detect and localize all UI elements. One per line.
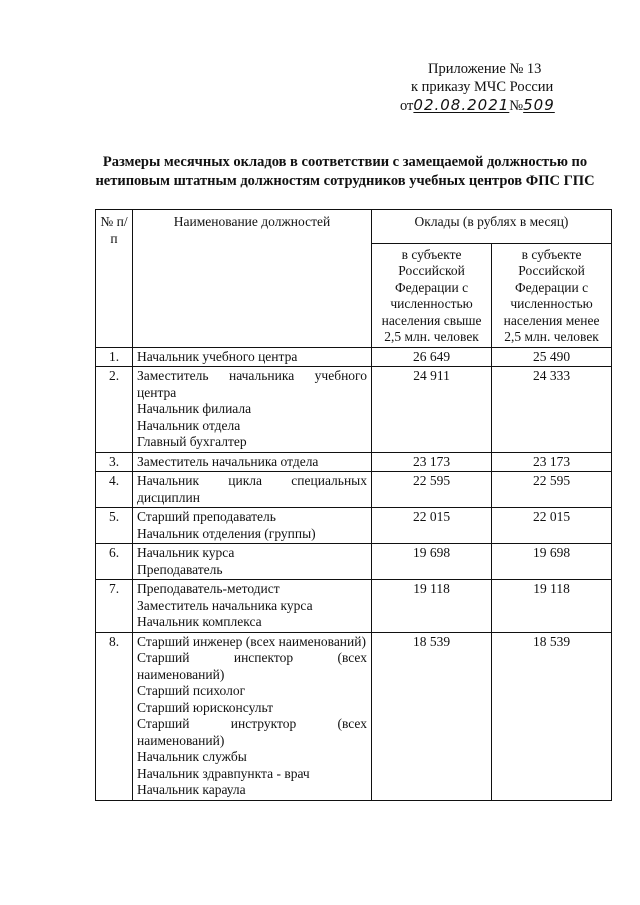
position-name: Старший юрисконсульт [137,699,274,715]
header-row [96,210,612,244]
header-salaries: Оклады (в рублях в месяц) [372,210,612,244]
position-name: Заместитель начальника курса [137,597,313,613]
salary-below: 22 595 [492,472,612,508]
position-names [133,544,372,580]
salary-below: 22 015 [492,508,612,544]
row-number: 6. [96,544,133,580]
table-row [96,452,612,472]
position-name: Старший инженер (всех наименований) [137,633,366,649]
salary-above: 19 118 [372,580,492,633]
salary-below: 23 173 [492,452,612,472]
position-name: Начальник караула [137,782,246,797]
salary-below: 19 118 [492,580,612,633]
title-line-1: Размеры месячных окладов в соответствии с замещаемой должностью по [102,154,588,170]
position-names [133,508,372,544]
row-number: 7. [96,580,133,633]
position-names [133,632,372,800]
table-row [96,580,612,633]
row-number: 2. [96,367,133,453]
salary-below: 19 698 [492,544,612,580]
header-name: Наименование должностей [133,210,372,348]
position-name: Главный бухгалтер [137,434,247,449]
header-num: № п/п [96,210,133,348]
table-row [96,632,612,800]
position-names [133,367,372,453]
table-row [96,347,612,367]
salary-above: 24 911 [372,367,492,453]
appendix-date-line [400,96,600,115]
position-name: Старший преподаватель [137,509,276,524]
row-number: 1. [96,347,133,367]
appendix-block [400,60,600,115]
salary-above: 23 173 [372,452,492,472]
position-name: Начальник цикла специальных дисциплин [137,473,367,505]
position-names [133,452,372,472]
row-number: 5. [96,508,133,544]
salary-table-body [96,210,612,801]
salary-above: 18 539 [372,632,492,800]
row-number: 8. [96,632,133,800]
position-name: Начальник здравпункта - врач [137,765,310,781]
position-name: Начальник учебного центра [137,348,298,364]
position-names [133,472,372,508]
title-line-2: нетиповым штатным должностям сотрудников учебных центров ФПС ГПС [95,173,595,189]
position-name: Заместитель начальника отдела [137,453,319,469]
table-row [96,544,612,580]
order-date: 02.08.2021 [413,96,510,114]
position-name: Начальник курса [137,545,235,560]
salary-above: 19 698 [372,544,492,580]
position-name: Начальник отдела [137,417,241,433]
position-name: Начальник отделения (группы) [137,525,316,541]
position-name: Преподаватель-методист [137,581,280,596]
position-name: Преподаватель [137,561,223,577]
position-name: Заместитель начальника учебного центра [137,368,367,400]
salary-table [95,209,612,801]
position-name: Начальник комплекса [137,614,262,629]
row-number: 3. [96,452,133,472]
appendix-order: к приказу МЧС России [411,79,554,95]
position-names [133,347,372,367]
salary-below: 25 490 [492,347,612,367]
position-name: Старший инспектор (всех наименований) [137,650,367,682]
row-number: 4. [96,472,133,508]
salary-above: 22 595 [372,472,492,508]
table-row [96,367,612,453]
salary-below: 24 333 [492,367,612,453]
document-title [85,153,605,191]
order-number: 509 [523,96,555,114]
position-name: Начальник службы [137,749,247,764]
number-prefix: № [509,98,524,114]
salary-below: 18 539 [492,632,612,800]
salary-above: 26 649 [372,347,492,367]
salary-above: 22 015 [372,508,492,544]
position-name: Старший психолог [137,683,246,698]
position-name: Старший инструктор (всех наименований) [137,716,367,748]
table-row [96,508,612,544]
header-col-below: в субъекте Российской Федерации с численностью населения менее 2,5 млн. человек [492,243,612,347]
table-row [96,472,612,508]
position-names [133,580,372,633]
appendix-title: Приложение № 13 [428,61,542,77]
header-col-above: в субъекте Российской Федерации с численностью населения свыше 2,5 млн. человек [372,243,492,347]
position-name: Начальник филиала [137,401,252,416]
date-prefix: от [400,98,414,114]
